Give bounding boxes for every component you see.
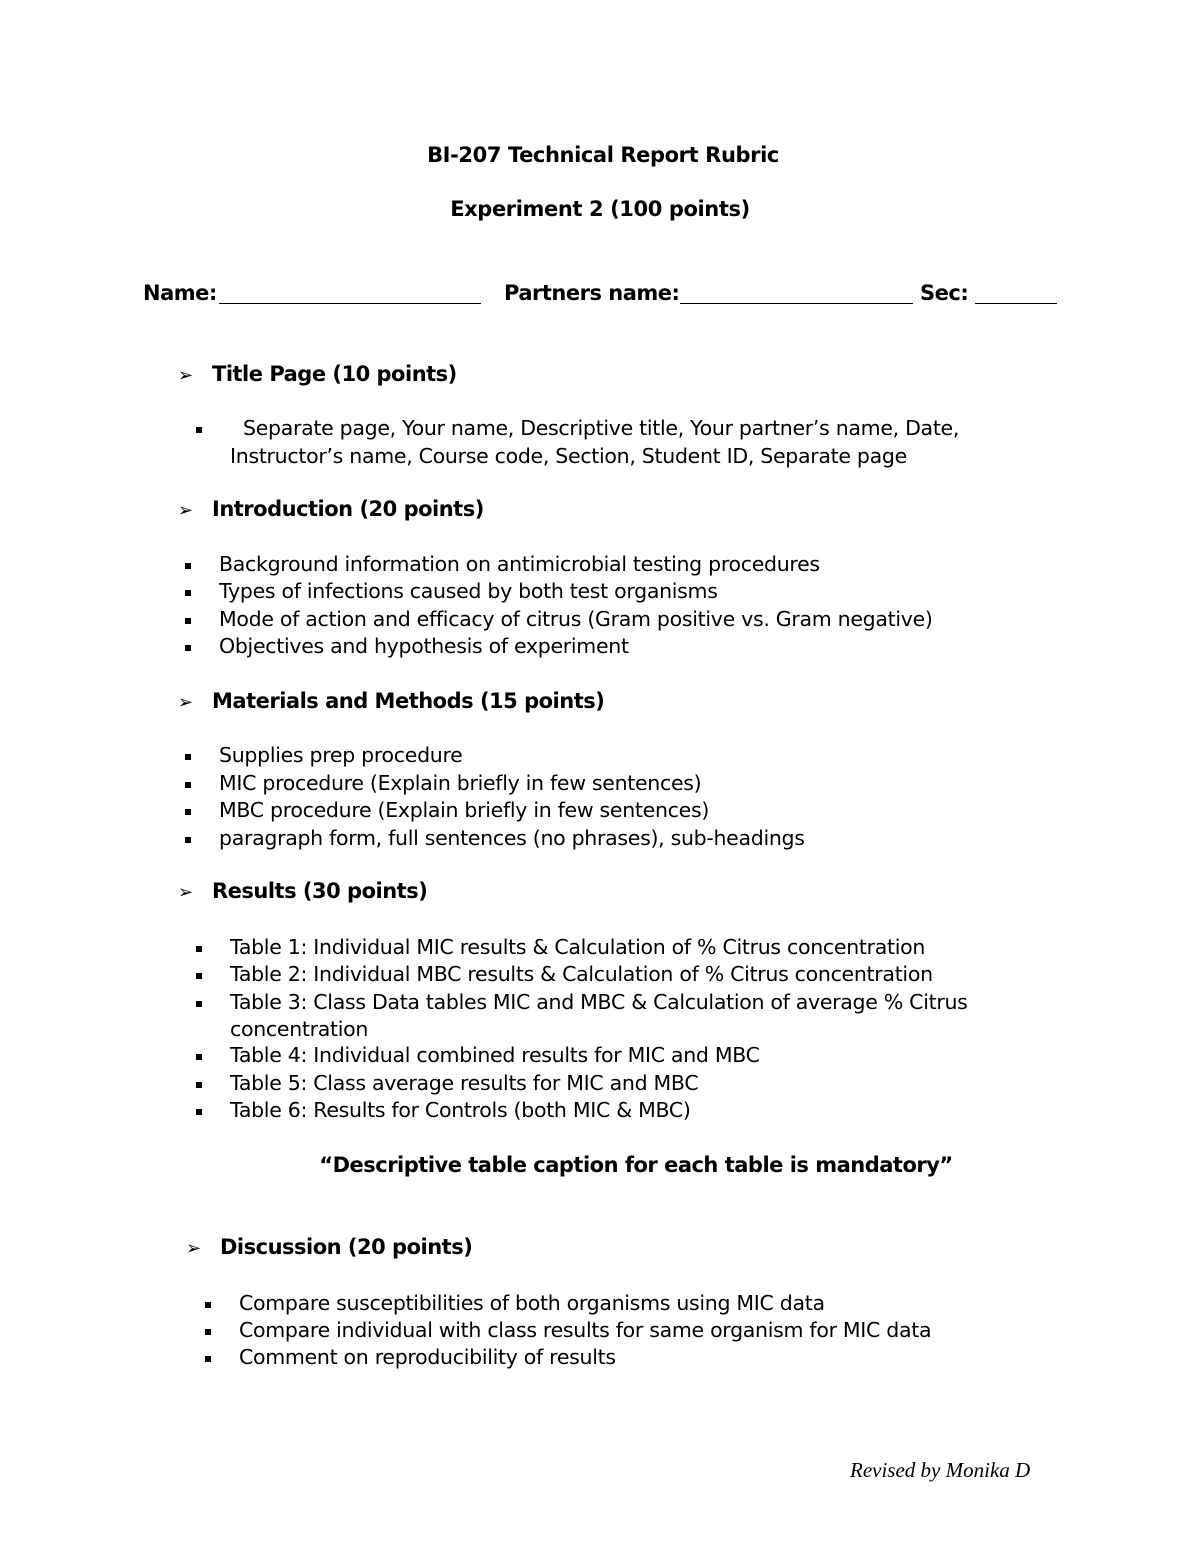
square-bullet-icon	[185, 563, 191, 569]
square-bullet-icon	[196, 427, 202, 433]
square-bullet-icon	[196, 1001, 202, 1007]
square-bullet-icon	[185, 809, 191, 815]
square-bullet-icon	[185, 754, 191, 760]
section-heading-title-page: ➢ Title Page (10 points)	[178, 362, 457, 386]
section-heading-materials-methods: ➢ Materials and Methods (15 points)	[178, 689, 605, 713]
square-bullet-icon	[185, 645, 191, 651]
revision-note: Revised by Monika D	[850, 1458, 1031, 1482]
list-item-continuation: concentration	[230, 1017, 369, 1041]
arrow-bullet-icon: ➢	[186, 1238, 201, 1259]
square-bullet-icon	[205, 1356, 211, 1362]
square-bullet-icon	[205, 1329, 211, 1335]
document-subtitle: Experiment 2 (100 points)	[450, 197, 750, 221]
table-caption-note: “Descriptive table caption for each table is mandatory”	[319, 1153, 953, 1177]
square-bullet-icon	[196, 973, 202, 979]
section-heading-introduction: ➢ Introduction (20 points)	[178, 497, 484, 521]
name-label: Name:	[143, 281, 217, 305]
student-info-line	[143, 281, 1058, 311]
partner-name-blank[interactable]	[680, 303, 913, 304]
square-bullet-icon	[196, 1109, 202, 1115]
list-item-continuation: Instructor’s name, Course code, Section, Student ID, Separate page	[230, 444, 907, 468]
section-label: Sec:	[920, 281, 969, 305]
square-bullet-icon	[205, 1302, 211, 1308]
square-bullet-icon	[185, 590, 191, 596]
name-blank[interactable]	[219, 303, 481, 304]
square-bullet-icon	[185, 618, 191, 624]
square-bullet-icon	[185, 782, 191, 788]
arrow-bullet-icon: ➢	[178, 500, 193, 521]
square-bullet-icon	[196, 1054, 202, 1060]
arrow-bullet-icon: ➢	[178, 365, 193, 386]
arrow-bullet-icon: ➢	[178, 882, 193, 903]
arrow-bullet-icon: ➢	[178, 692, 193, 713]
section-heading-discussion: ➢ Discussion (20 points)	[186, 1235, 473, 1259]
section-heading-results: ➢ Results (30 points)	[178, 879, 428, 903]
square-bullet-icon	[185, 837, 191, 843]
section-blank[interactable]	[975, 303, 1057, 304]
document-title: BI-207 Technical Report Rubric	[427, 143, 779, 167]
square-bullet-icon	[196, 1082, 202, 1088]
document-page: BI-207 Technical Report Rubric Experiment 2 (100 points) Name: Partners name: Sec: ➢ Title Page (10 points) Separate page, Your name, Descriptive title, Your partner’s name, Date, Instructor’s name, Course code, Section, Student ID, Separate page ➢ Introduction (20 points) Background information on antimicrobial testing procedures Types of infections caused by both test organisms Mode of action and efficacy of citrus (Gram positive vs. Gram negative) Objectives and hypothesis of experiment ➢ Materials and Methods (15 points) Supplies prep procedure MIC procedure (Explain briefly in few sentences) MBC procedure (Explain briefly in few sentences) paragraph form, full sentences (no phrases), sub-headings ➢ Results (30 points) Table 1: Individual MIC results & Calculation of % Citrus concentration Table 2: Individual MBC results & Calculation of % Citrus concentration Table 3: Class Data tables MIC and MBC & Calculation of average % Citrus concentration Table 4: Individual combined results for MIC and MBC Table 5: Class average results for MIC and MBC Table 6: Results for Controls (both MIC & MBC) “Descriptive table caption for each table is mandatory” ➢ Discussion (20 points) Compare susceptibilities of both organisms using MIC data Compare individual with class results for same organism for MIC data Comment on reproducibility of results Revised by Monika D	[0, 0, 1200, 1553]
square-bullet-icon	[196, 946, 202, 952]
partner-name-label: Partners name:	[504, 281, 680, 305]
